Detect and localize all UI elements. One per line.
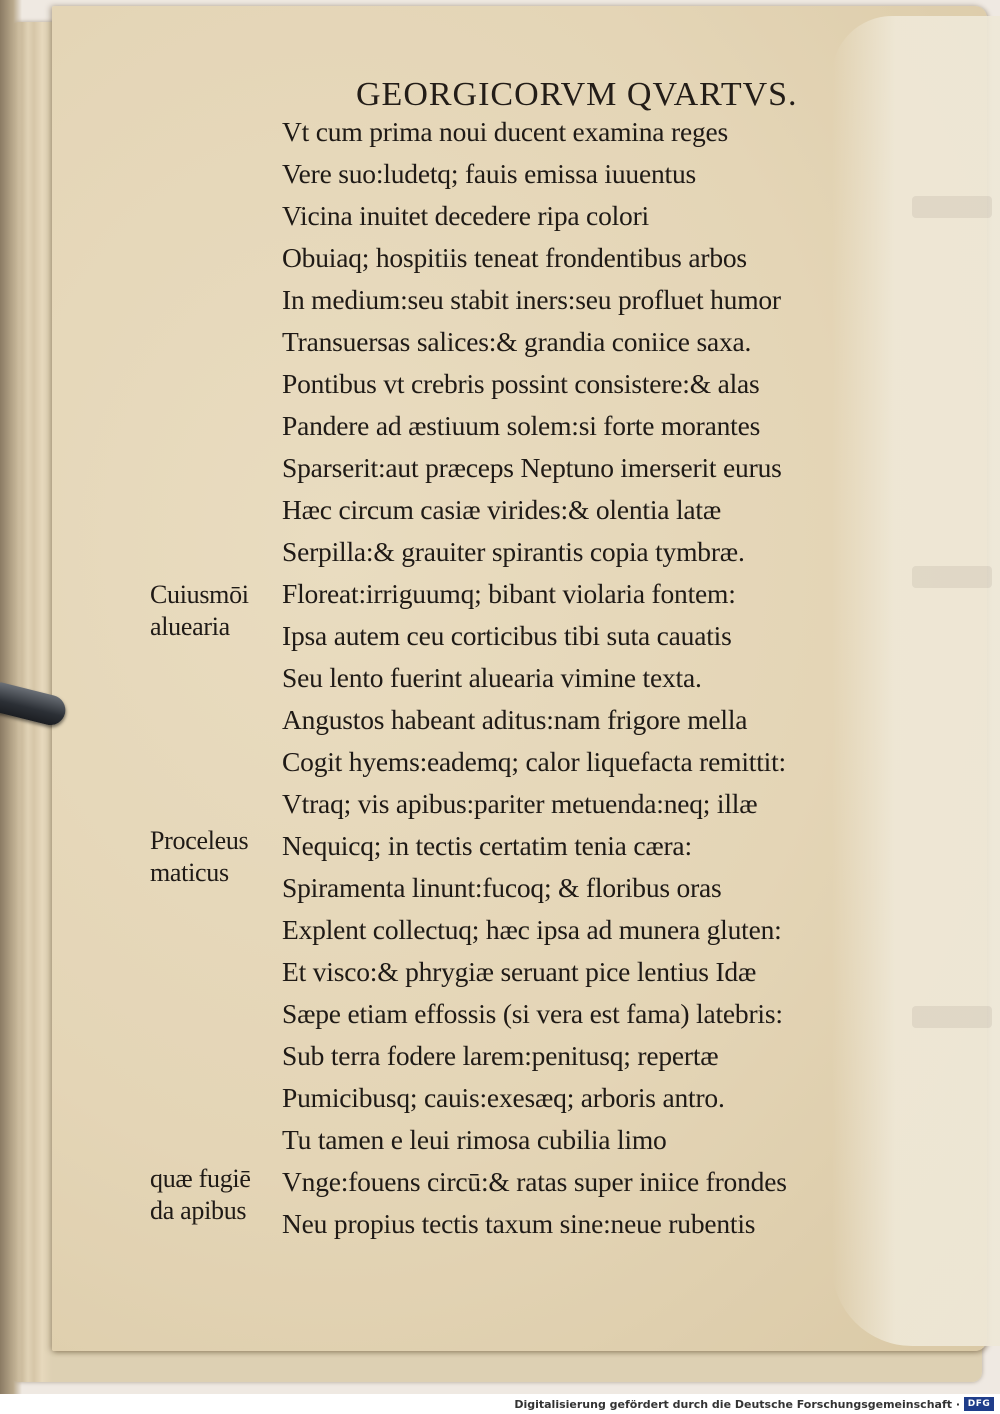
funding-credit: Digitalisierung gefördert durch die Deutsche Forschungsgemeinschaft · [514,1398,960,1411]
verse-line: Serpilla:& grauiter spirantis copia tymbræ. [282,536,745,567]
verse-line: Vere suo:ludetq; fauis emissa iuuentus [282,158,696,189]
verse-line: Hæc circum casiæ virides:& olentia latæ [282,494,721,525]
verse-line: Transuersas salices:& grandia coniice saxa. [282,326,752,357]
verse-line: Spiramenta linunt:fucoq; & floribus oras [282,872,722,903]
margin-gloss: quæ fugiē [150,1164,251,1193]
verse-line: Explent collectuq; hæc ipsa ad munera gluten: [282,914,782,945]
verse-line: Neu propius tectis taxum sine:neue rubentis [282,1208,756,1239]
verse-line: Pumicibusq; cauis:exesæq; arboris antro. [282,1082,725,1113]
margin-gloss: da apibus [150,1196,247,1225]
margin-gloss: Cuiusmōi [150,580,249,609]
verse-line: Floreat:irriguumq; bibant violaria fontem: [282,578,736,609]
bleed-through-mark [912,1006,992,1028]
dfg-logo: DFG [964,1397,994,1411]
bleed-through-mark [912,196,992,218]
verse-line: Vtraq; vis apibus:pariter metuenda:neq; illæ [282,788,758,819]
verse-line: Pontibus vt crebris possint consistere:& alas [282,368,760,399]
verse-line: Obuiaq; hospitiis teneat frondentibus arbos [282,242,747,273]
bleed-through-mark [912,566,992,588]
verse-line: Vicina inuitet decedere ripa colori [282,200,650,231]
verse-line: Sæpe etiam effossis (si vera est fama) latebris: [282,998,783,1029]
margin-gloss: Proceleus [150,826,249,855]
verse-line: Pandere ad æstiuum solem:si forte morantes [282,410,761,441]
verse-line: Vt cum prima noui ducent examina reges [282,116,729,147]
running-title: GEORGICORVM QVARTVS. [356,76,798,113]
verse-line: Seu lento fuerint aluearia vimine texta. [282,662,702,693]
verse-line: Tu tamen e leui rimosa cubilia limo [282,1124,667,1155]
verse-line: Angustos habeant aditus:nam frigore mella [282,704,748,735]
verse-line: Vnge:fouens circū:& ratas super iniice frondes [282,1166,787,1197]
verse-line: In medium:seu stabit iners:seu profluet humor [282,284,781,315]
verse-line: Sub terra fodere larem:penitusq; repertæ [282,1040,719,1071]
margin-gloss: maticus [150,858,229,887]
verse-line: Cogit hyems:eademq; calor liquefacta remittit: [282,746,786,777]
verse-line: Nequicq; in tectis certatim tenia cæra: [282,830,692,861]
verse-line: Ipsa autem ceu corticibus tibi suta cauatis [282,620,732,651]
verse-line: Sparserit:aut præceps Neptuno imerserit eurus [282,452,782,483]
verse-line: Et visco:& phrygiæ seruant pice lentius Idæ [282,956,757,987]
margin-gloss: aluearia [150,612,230,641]
